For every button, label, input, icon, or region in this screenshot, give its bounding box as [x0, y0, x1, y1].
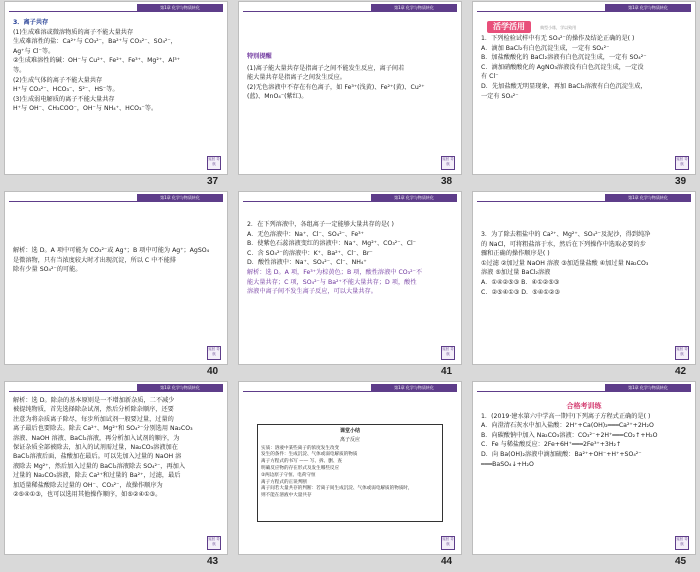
nav-return-button[interactable]: 返回 导航: [441, 346, 455, 360]
badge-subtitle: 典型小练，学以致用: [540, 25, 577, 30]
slide-38[interactable]: [239, 2, 461, 174]
slide-number: 44: [441, 556, 453, 567]
slide-line: 1．(2019·建水第六中学高一期中)下列离子方程式正确的是( ): [481, 412, 651, 420]
nav-return-button[interactable]: 返回 导航: [441, 536, 455, 550]
nav-return-button[interactable]: 返回 导航: [675, 536, 689, 550]
slide-line: 生成难溶性的盐：Ca²⁺与 CO₃²⁻，Ba²⁺与 CO₃²⁻、SO₄²⁻，: [13, 38, 177, 46]
slide-number: 40: [207, 366, 219, 377]
slide-line: 1．下列检验试样中有无 SO₄²⁻的操作及结论正确的是( ): [481, 35, 635, 42]
slide-line: (3)生成弱电解质的离子不能大量共存: [13, 95, 115, 103]
slide-line: 溶液、NaOH 溶液、BaCl₂溶液，再分析加入试剂的顺序，为: [13, 434, 180, 442]
section-title: 合格考训练: [566, 402, 602, 410]
slide-line: (1)生成难溶或微溶物质的离子不能大量共存: [13, 28, 134, 36]
slide-line: A．无色溶液中：Na⁺、Cl⁻、SO₄²⁻、Fe³⁺: [247, 230, 364, 238]
slide-line: BaCl₂溶液后面，盐酸加在最后。可以先加入过量的 NaOH 溶: [13, 453, 182, 461]
slide-line: 被提纯物质，首先选择除杂试剂，然后分析除杂顺序，还要: [13, 406, 174, 414]
slide-line: 一定有 SO₄²⁻: [481, 92, 519, 100]
slide-41[interactable]: [239, 192, 461, 364]
slide-header: 第1章 化学与物质转化: [605, 4, 691, 11]
slide-line: 溶液 ⑤加过量 BaCl₂溶液: [481, 269, 551, 277]
summary-line: 离子方程式的正误判断: [261, 479, 307, 485]
slide-line: A．滴加 BaCl₂有白色沉淀生成，一定有 SO₄²⁻: [481, 44, 610, 52]
header-rule: [477, 11, 691, 12]
slide-line: 解析：选 D。除杂的基本原则是一不增加新杂质，二不减少: [13, 397, 175, 404]
header-rule: [9, 391, 223, 392]
summary-line: 发生的条件：生成沉淀、气体或弱电解质的物质: [261, 452, 358, 458]
slide-line: D．先加盐酸无明显现象，再加 BaCl₂溶液有白色沉淀生成，: [481, 82, 647, 90]
slide-37[interactable]: [5, 2, 227, 174]
slide-44[interactable]: [239, 382, 461, 554]
header-rule: [243, 201, 457, 202]
slide-line: 有 Cl⁻: [481, 73, 499, 81]
nav-return-button[interactable]: 返回 导航: [207, 536, 221, 550]
slide-number: 43: [207, 556, 219, 567]
slide-39[interactable]: [473, 2, 695, 174]
slide-number: 41: [441, 366, 453, 377]
summary-box: [257, 424, 443, 522]
slide-line: 的 NaCl，可将粗盐溶于水，然后在下列操作中选取必要的步: [481, 240, 646, 248]
slide-line: H⁺与 OH⁻、CH₃COO⁻，OH⁻与 NH₄⁺、HCO₃⁻等。: [13, 105, 158, 113]
slide-header: 第1章 化学与物质转化: [137, 194, 223, 201]
slide-number: 39: [675, 176, 687, 187]
slide-line: (蓝)、MnO₄⁻(紫红)。: [247, 93, 308, 101]
summary-line: 离子间若大量共存的判断：若离子间生成沉淀、气体或弱电解质的物质时，: [261, 486, 413, 492]
nav-return-button[interactable]: 返回 导航: [675, 346, 689, 360]
slide-line: B．使紫色石蕊溶液变红的溶液中：Na⁺、Mg²⁺、CO₃²⁻、Cl⁻: [247, 240, 417, 248]
slide-header: 第1章 化学与物质转化: [605, 384, 691, 391]
header-rule: [9, 11, 223, 12]
slide-line: 骤和正确的操作顺序是( ): [481, 250, 550, 258]
slide-header: 第1章 化学与物质转化: [605, 194, 691, 201]
slide-line: C．含 SO₄²⁻的溶液中：K⁺、Ba²⁺、Cl⁻、Br⁻: [247, 249, 373, 257]
slide-line: (2)生成气体的离子不能大量共存: [13, 76, 103, 84]
slide-number: 45: [675, 556, 687, 567]
slide-line: 过量的 Na₂CO₃溶液，除去 Ca²⁺和过量的 Ba²⁺，过滤，最后: [13, 472, 181, 480]
slide-line: 等。: [13, 66, 26, 74]
nav-return-button[interactable]: 返回 导航: [441, 156, 455, 170]
header-rule: [9, 201, 223, 202]
slide-line: 液除去 Mg²⁺，然后加入过量的 BaCl₂溶液除去 SO₄²⁻，再加入: [13, 462, 186, 470]
slide-line: 解析：选 D。A 项中可能为 CO₃²⁻或 Ag⁺；B 项中可能为 Ag⁺；AgSO₄: [13, 247, 210, 254]
summary-line: 明确反应物的存在形式及发生哪些反应: [261, 465, 340, 471]
slide-header: 第1章 化学与物质转化: [371, 4, 457, 11]
slide-line: Ag⁺与 Cl⁻等。: [13, 47, 55, 55]
slide-line: 溶液中离子间不发生离子反应，可以大量共存。: [247, 288, 377, 296]
slide-line: 保证杂质全部被除去，加入的试剂需过量，Na₂CO₃溶液加在: [13, 444, 178, 452]
slide-42[interactable]: [473, 192, 695, 364]
slide-line: ②生成难溶性的碱：OH⁻与 Cu²⁺、Fe²⁺、Fe³⁺、Mg²⁺、Al³⁺: [13, 57, 180, 65]
slide-line: (2)无色溶液中不存在有色离子，如 Fe³⁺(浅黄)、Fe²⁺(黄)、Cu²⁺: [247, 83, 425, 91]
slide-line: 能大量共存；C 项，SO₄²⁻与 Ba²⁺不能大量共存；D 项，酸性: [247, 278, 417, 286]
slide-line: 离子最后也要除去。除去 Ca²⁺、Mg²⁺和 SO₄²⁻分别选用 Na₂CO₃: [13, 425, 193, 433]
slide-line: 解析：选 D。A 项，Fe³⁺为棕黄色；B 项，酸性溶液中 CO₃²⁻不: [247, 268, 423, 276]
slide-line: 注意为将杂质离子除尽，每步所加试剂一般要过量，过量的: [13, 415, 174, 423]
slide-number: 38: [441, 176, 453, 187]
slide-43[interactable]: [5, 382, 227, 554]
slide-line: B．向碳酸钠中加入 Na₂CO₃溶液：CO₃²⁻+2H⁺═══CO₂↑+H₂O: [481, 431, 658, 439]
slide-line: D．酸性溶液中：Na⁺、SO₄²⁻、Cl⁻、NH₄⁺: [247, 259, 367, 267]
slide-line: B．加盐酸酸化的 BaCl₂溶液有白色沉淀生成，一定有 SO₄²⁻: [481, 54, 647, 62]
summary-title: 课堂小结: [339, 428, 360, 434]
nav-return-button[interactable]: 返回 导航: [207, 156, 221, 170]
slide-header: 第1章 化学与物质转化: [137, 4, 223, 11]
header-rule: [243, 391, 457, 392]
slide-line: 2．在下列溶液中，各组离子一定能够大量共存的是( ): [247, 221, 394, 228]
slide-line: 除有少量 SO₄²⁻的可能。: [13, 266, 82, 274]
slide-line: ①过滤 ②加过量 NaOH 溶液 ③加适量盐酸 ④加过量 Na₂CO₃: [481, 259, 649, 267]
header-rule: [477, 201, 691, 202]
summary-line: 离子方程式的书写 —— 写、拆、删、查: [261, 459, 343, 465]
slide-line: A．①④②⑤③ B．④①②⑤③: [481, 278, 560, 286]
summary-line: ②两边原子守恒、电荷守恒: [261, 472, 316, 478]
nav-return-button[interactable]: 返回 导航: [675, 156, 689, 170]
slide-number: 37: [207, 176, 219, 187]
slide-line: A．向澄清石灰水中加入盐酸：2H⁺+Ca(OH)₂═══Ca²⁺+2H₂O: [481, 422, 654, 430]
header-rule: [477, 391, 691, 392]
summary-line: 则不能在溶液中大量共存: [261, 493, 312, 499]
summary-subtitle: 离子反应: [339, 436, 360, 443]
special-tip-label: 特别提醒: [247, 53, 272, 60]
slide-line: 能大量共存是指离子之间发生反应。: [247, 74, 346, 82]
slide-line: H⁺与 CO₃²⁻、HCO₃⁻、S²⁻、HS⁻等。: [13, 86, 119, 94]
slide-line: 加适量稀盐酸除去过量的 OH⁻、CO₃²⁻，故操作顺序为: [13, 481, 163, 489]
slide-line: D．向 Ba(OH)₂溶液中滴加硫酸：Ba²⁺+OH⁻+H⁺+SO₄²⁻: [481, 450, 642, 458]
slide-line: 3．离子共存: [13, 19, 49, 26]
practice-badge: 活学活用: [487, 21, 531, 33]
slide-header: 第1章 化学与物质转化: [137, 384, 223, 391]
slide-45[interactable]: [473, 382, 695, 554]
slide-header: 第1章 化学与物质转化: [371, 384, 457, 391]
slide-line: (1)离子能大量共存是指离子之间不能发生反应，离子间若: [247, 64, 405, 72]
slide-40[interactable]: [5, 192, 227, 364]
summary-line: 实质：溶液中某些离子的浓度发生改变: [261, 445, 340, 451]
slide-line: C．Fe 与稀盐酸反应：2Fe+6H⁺═══2Fe³⁺+3H₂↑: [481, 441, 622, 449]
slide-header: 第1章 化学与物质转化: [371, 194, 457, 201]
slide-line: ②⑤④①③，也可以选用其他操作顺序，如⑤②④①③。: [13, 491, 162, 499]
slide-line: 3．为了除去粗盐中的 Ca²⁺、Mg²⁺、SO₄²⁻及泥沙，得到纯净: [481, 231, 651, 238]
slide-line: C．②⑤④①③ D．⑤④①②③: [481, 288, 560, 296]
slide-line: 是微溶物，只有当浓度较大时才出现沉淀，所以 C 中不能排: [13, 256, 176, 264]
header-rule: [243, 11, 457, 12]
nav-return-button[interactable]: 返回 导航: [207, 346, 221, 360]
slide-number: 42: [675, 366, 687, 377]
slide-line: C．滴加硝酸酸化的 AgNO₃溶液没有白色沉淀生成，一定没: [481, 63, 644, 71]
slide-line: ═══BaSO₄↓+H₂O: [481, 460, 534, 468]
